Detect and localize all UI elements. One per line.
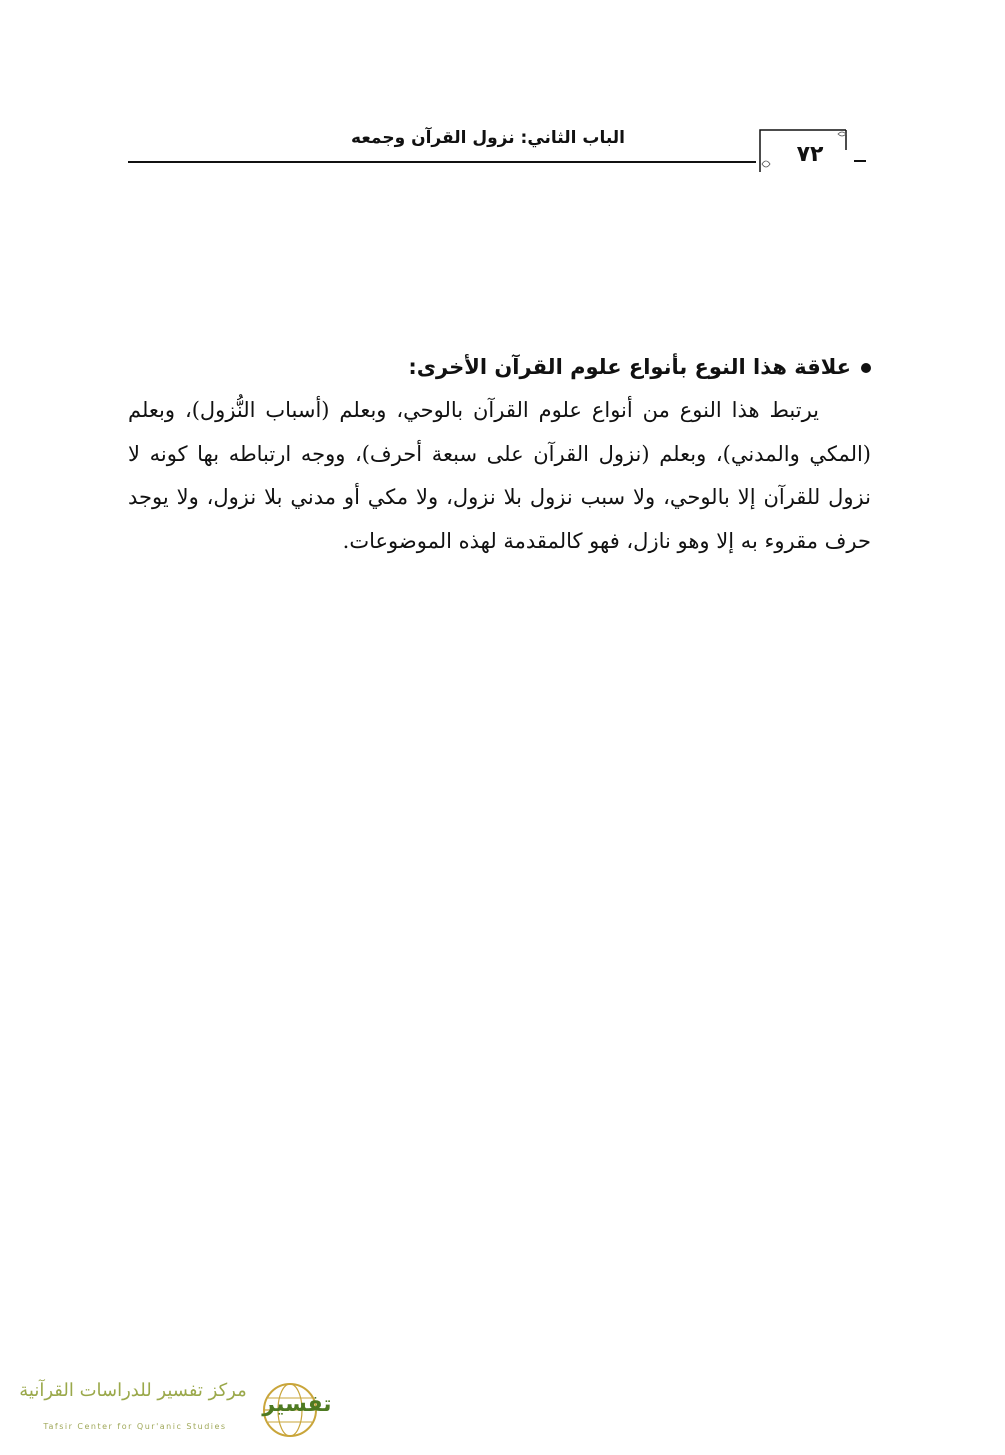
logo-mark-text: تفسير — [262, 1392, 332, 1417]
page-header — [0, 0, 1005, 200]
header-rule — [128, 161, 756, 163]
chapter-title: الباب الثاني: نزول القرآن وجمعه — [351, 128, 625, 148]
section-heading-text: علاقة هذا النوع بأنواع علوم القرآن الأخرى: — [408, 355, 851, 379]
page-number: ٧٢ — [796, 142, 824, 167]
publisher-logo — [6, 1378, 346, 1444]
logo-arabic-text: مركز تفسير للدراسات القرآنية — [19, 1380, 247, 1401]
content-section — [128, 345, 871, 563]
logo-english-text: Tafsir Center for Qur'anic Studies — [43, 1422, 227, 1431]
section-heading — [128, 345, 871, 389]
header-dash — [854, 160, 866, 162]
body-paragraph: يرتبط هذا النوع من أنواع علوم القرآن بالوحي، وبعلم (أسباب النُّزول)، وبعلم (المكي والمدني)، وبعلم (نزول القرآن على سبعة أحرف)، ووجه ارتباطه بها كونه لا نزول للقرآن إلا بالوحي، ولا سبب نزول بلا نزول، ولا مكي أو مدني بلا نزول، ولا يوجد حرف مقروء به إلا وهو نازل، فهو كالمقدمة لهذه الموضوعات. — [128, 398, 871, 553]
bullet-icon — [861, 363, 871, 373]
